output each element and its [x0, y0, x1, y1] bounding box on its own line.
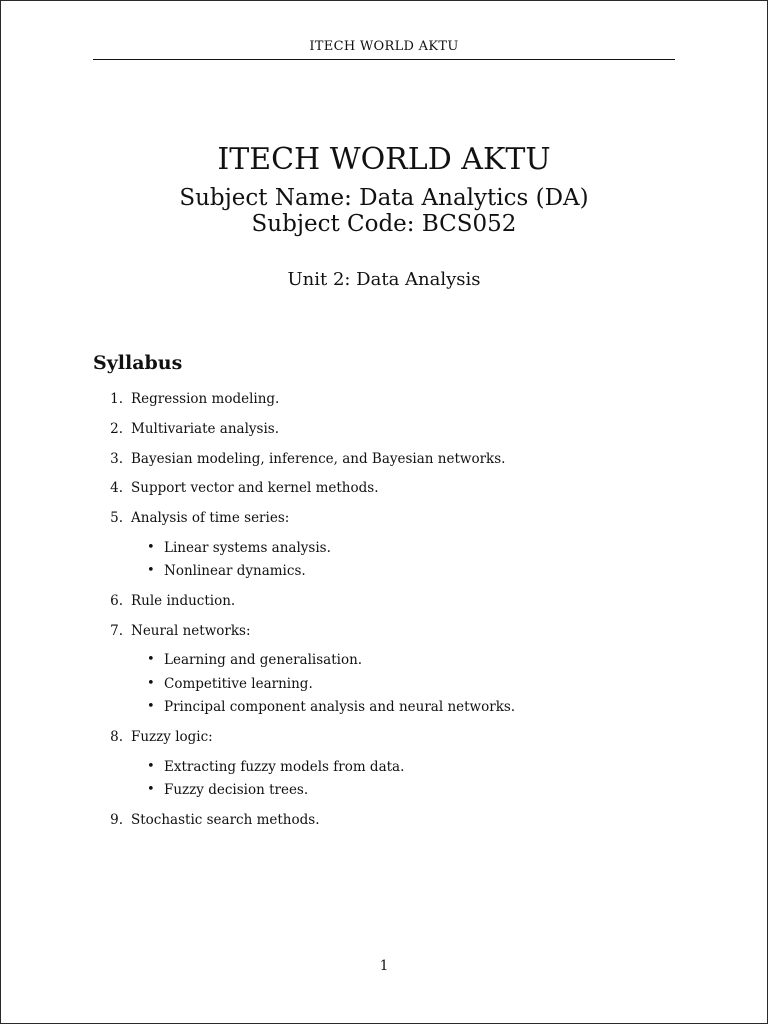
list-item-text: Neural networks:	[131, 623, 251, 639]
sub-list-item-text: Competitive learning.	[164, 676, 313, 692]
subject-code: Subject Code: BCS052	[251, 211, 517, 237]
running-header: ITECH WORLD AKTU	[309, 39, 459, 54]
list-item-number: 5.	[110, 510, 123, 526]
list-item-text: Fuzzy logic:	[131, 729, 213, 745]
sub-list-item-text: Linear systems analysis.	[164, 540, 331, 556]
list-item-number: 2.	[110, 421, 123, 437]
list-item-number: 8.	[110, 729, 123, 745]
unit-title: Unit 2: Data Analysis	[287, 269, 481, 290]
bullet-icon: •	[147, 540, 155, 555]
bullet-icon: •	[147, 759, 155, 774]
list-item-text: Support vector and kernel methods.	[131, 480, 379, 496]
list-item-number: 7.	[110, 623, 123, 639]
page-number: 1	[379, 958, 389, 974]
sub-list-item-text: Extracting fuzzy models from data.	[164, 759, 405, 775]
document-title: ITECH WORLD AKTU	[217, 142, 551, 177]
bullet-icon: •	[147, 699, 155, 714]
list-item-number: 3.	[110, 451, 123, 467]
list-item-number: 4.	[110, 480, 123, 496]
list-item-text: Regression modeling.	[131, 391, 280, 407]
sub-list-item-text: Nonlinear dynamics.	[164, 563, 306, 579]
sub-list-item-text: Learning and generalisation.	[164, 652, 363, 668]
list-item-number: 1.	[110, 391, 123, 407]
list-item-text: Multivariate analysis.	[131, 421, 279, 437]
bullet-icon: •	[147, 563, 155, 578]
list-item-number: 6.	[110, 593, 123, 609]
bullet-icon: •	[147, 782, 155, 797]
sub-list-item-text: Principal component analysis and neural networks.	[164, 699, 516, 715]
list-item-number: 9.	[110, 812, 123, 828]
bullet-icon: •	[147, 652, 155, 667]
list-item-text: Stochastic search methods.	[131, 812, 320, 828]
list-item-text: Rule induction.	[131, 593, 236, 609]
syllabus-heading: Syllabus	[93, 352, 183, 374]
header-rule	[93, 59, 675, 60]
bullet-icon: •	[147, 676, 155, 691]
list-item-text: Analysis of time series:	[131, 510, 290, 526]
subject-name: Subject Name: Data Analytics (DA)	[179, 185, 589, 211]
sub-list-item-text: Fuzzy decision trees.	[164, 782, 309, 798]
list-item-text: Bayesian modeling, inference, and Bayesian networks.	[131, 451, 506, 467]
